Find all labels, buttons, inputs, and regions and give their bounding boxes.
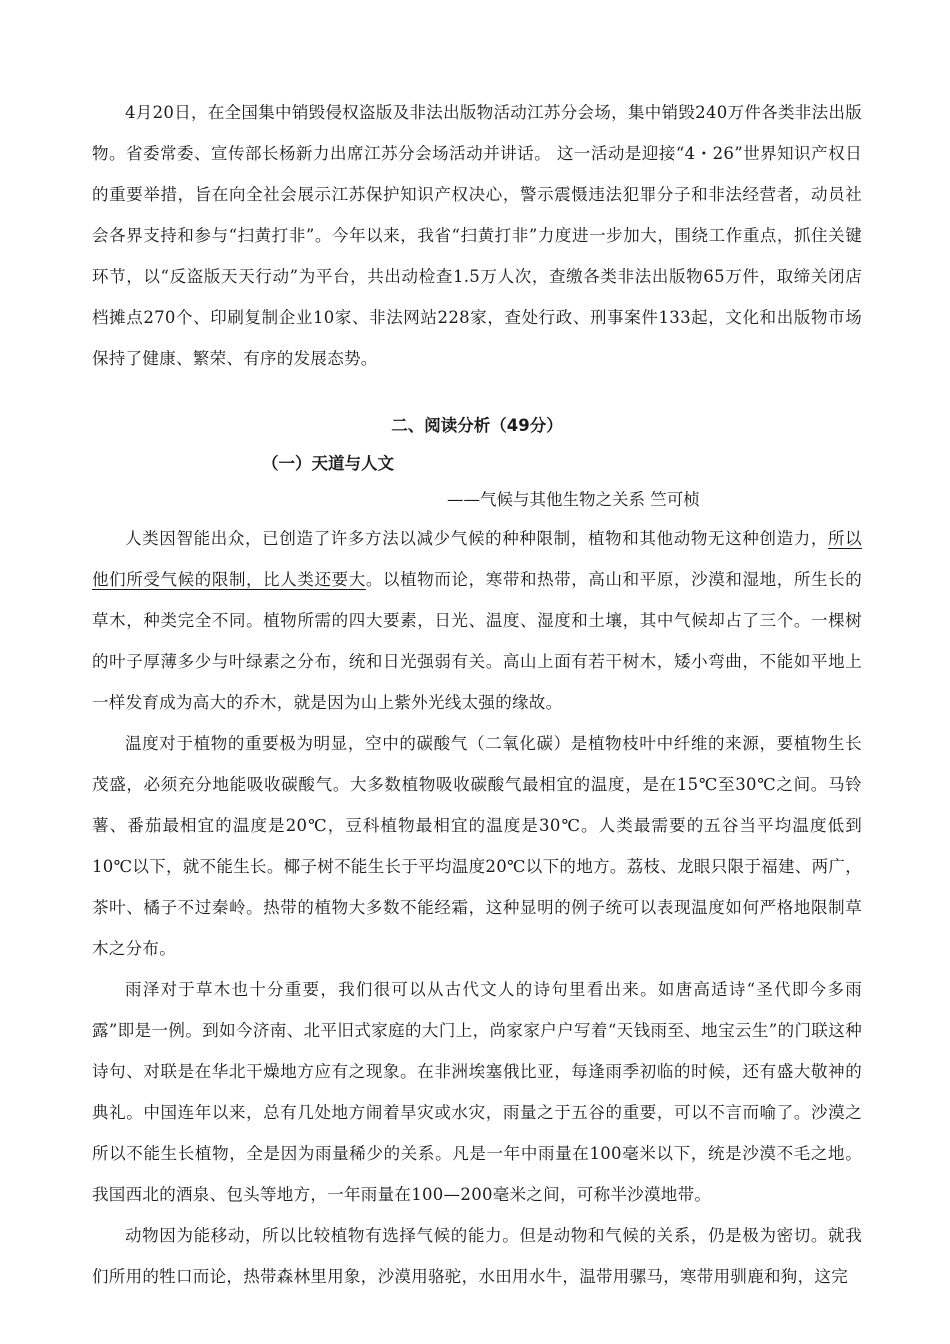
article-paragraph-3: 雨泽对于草木也十分重要，我们很可以从古代文人的诗句里看出来。如唐高适诗“圣代即今多雨露”即是一例。到如今济南、北平旧式家庭的大门上，尚家家户户写着“天钱雨至、地宝云生”的门联这种诗句、对联是在华北干燥地方应有之现象。在非洲埃塞俄比亚，每逢雨季初临的时候，还有盛大敬神的典礼。中国连年以来，总有几处地方闹着旱灾或水灾，雨量之于五谷的重要，可以不言而喻了。沙漠之所以不能生长植物，全是因为雨量稀少的关系。凡是一年中雨量在100毫米以下，统是沙漠不毛之地。我国西北的酒泉、包头等地方，一年雨量在100—200毫米之间，可称半沙漠地带。: [92, 980, 862, 1204]
article-paragraph-4: 动物因为能移动，所以比较植物有选择气候的能力。但是动物和气候的关系，仍是极为密切。就我们所用的牲口而论，热带森林里用象，沙漠用骆驼，水田用水牛，温带用骡马，寒带用驯鹿和狗，这完: [92, 1226, 862, 1286]
spacer: [92, 379, 862, 405]
paragraph-1-text-b: 。以植物而论，寒带和热带，高山和平原，沙漠和湿地，所生长的草木，种类完全不同。植物所需的四大要素，日光、温度、湿度和土壤，其中气候却占了三个。一棵树的叶子厚薄多少与叶绿素之分布，统和日光强弱有关。高山上面有若干树木，矮小弯曲，不能如平地上一样发育成为高大的乔木，就是因为山上紫外光线太强的缘故。: [92, 570, 862, 712]
news-paragraph: 4月20日，在全国集中销毁侵权盗版及非法出版物活动江苏分会场，集中销毁240万件各类非法出版物。省委常委、宣传部长杨新力出席江苏分会场活动并讲话。 这一活动是迎接“4・26”世界知识产权日的重要举措，旨在向全社会展示江苏保护知识产权决心，警示震慑违法犯罪分子和非法经营者，动员社会各界支持和参与“扫黄打非”。今年以来，我省“扫黄打非”力度进一步加大，围绕工作重点，抓住关键环节，以“反盗版天天行动”为平台，共出动检查1.5万人次，查缴各类非法出版物65万件，取缔关闭店档摊点270个、印刷复制企业10家、非法网站228家，查处行政、刑事案件133起，文化和出版物市场保持了健康、繁荣、有序的发展态势。: [92, 103, 862, 368]
article-byline: ——气候与其他生物之关系 竺可桢: [447, 490, 700, 509]
article-title: （一）天道与人文: [262, 454, 394, 473]
section-title: 二、阅读分析（49分）: [391, 416, 563, 435]
article-paragraph-1: [92, 518, 862, 723]
underlined-sentence: 所以他们所受气候的限制，比人类还要大: [92, 529, 862, 589]
article-paragraph-2: 温度对于植物的重要极为明显，空中的碳酸气（二氧化碳）是植物枝叶中纤维的来源，要植物生长茂盛，必须充分地能吸收碳酸气。大多数植物吸收碳酸气最相宜的温度，是在15℃至30℃之间。马铃薯、番茄最相宜的温度是20℃，豆科植物最相宜的温度是30℃。人类最需要的五谷当平均温度低到10℃以下，就不能生长。椰子树不能生长于平均温度20℃以下的地方。荔枝、龙眼只限于福建、两广，茶叶、橘子不过秦岭。热带的植物大多数不能经霜，这种显明的例子统可以表现温度如何严格地限制草木之分布。: [92, 734, 862, 958]
paragraph-1-text-a: 人类因智能出众，已创造了许多方法以减少气候的种种限制，植物和其他动物无这种创造力，: [125, 529, 829, 548]
